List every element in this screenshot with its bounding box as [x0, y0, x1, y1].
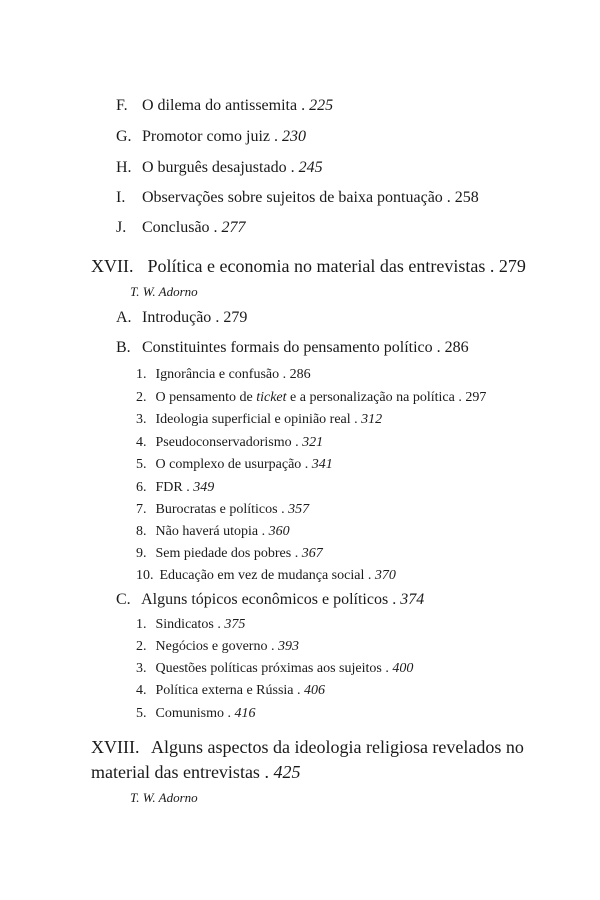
toc-subentry-number: 4.	[136, 683, 147, 698]
toc-subentry-page: 357	[288, 502, 310, 517]
chapter-title: Política e economia no material das entrevistas	[147, 256, 486, 276]
toc-sep: .	[367, 568, 372, 583]
toc-subentry-title: Educação em vez de mudança social	[159, 568, 365, 583]
toc-sep: .	[215, 309, 220, 326]
toc-subentry-page: 360	[268, 524, 290, 539]
toc-marker: F.	[116, 97, 128, 114]
toc-sep: .	[489, 256, 495, 276]
toc-page: 374	[400, 591, 425, 608]
toc-sep: .	[294, 546, 299, 561]
toc-subentry	[136, 568, 396, 584]
toc-entry-i	[116, 189, 479, 207]
toc-subentry-number: 6.	[136, 480, 147, 495]
toc-subentry	[136, 390, 486, 406]
toc-entry-g	[116, 128, 306, 146]
toc-entry-a	[116, 309, 247, 327]
toc-title: Introdução	[142, 309, 212, 326]
toc-marker: H.	[116, 159, 132, 176]
toc-marker: A.	[116, 309, 132, 326]
toc-subentry	[136, 661, 413, 677]
toc-subentry-page: 321	[302, 435, 324, 450]
chapter-page: 425	[273, 762, 301, 782]
toc-subentry-number: 2.	[136, 639, 147, 654]
toc-subentry-page: 375	[224, 617, 246, 632]
toc-subentry-title: O complexo de usurpação	[155, 457, 302, 472]
toc-subentry-page: 286	[289, 367, 311, 382]
toc-marker: C.	[116, 591, 131, 608]
toc-sep: .	[290, 159, 295, 176]
toc-subentry-title: Sindicatos	[155, 617, 214, 632]
toc-subentry-title: Ideologia superficial e opinião real	[155, 412, 351, 427]
chapter-title-line2: material das entrevistas	[91, 762, 260, 782]
toc-title: O burguês desajustado	[142, 159, 287, 176]
toc-subentry-title-post: e a personalização na política	[290, 390, 455, 405]
toc-subentry-page: 312	[361, 412, 383, 427]
toc-title: Observações sobre sujeitos de baixa pontuação	[142, 189, 443, 206]
toc-entry-j	[116, 219, 246, 237]
toc-subentry	[136, 617, 245, 633]
toc-sep: .	[297, 683, 301, 698]
toc-sep: .	[261, 524, 266, 539]
toc-subentry	[136, 457, 333, 473]
toc-sep: .	[392, 591, 397, 608]
toc-subentry-title: Pseudoconservadorismo	[155, 435, 292, 450]
chapter-numeral: XVIII.	[91, 737, 140, 757]
toc-entry-f	[116, 97, 333, 115]
chapter-title-line1: Alguns aspectos da ideologia religiosa revelados no	[151, 737, 524, 757]
toc-sep: .	[304, 457, 309, 472]
toc-subentry	[136, 480, 214, 496]
chapter-xviii-heading-cont	[91, 762, 300, 783]
toc-marker: J.	[116, 219, 127, 236]
toc-entry-c	[116, 591, 424, 609]
toc-subentry-number: 7.	[136, 502, 147, 517]
toc-subentry-title: Negócios e governo	[155, 639, 268, 654]
toc-subentry-number: 1.	[136, 367, 147, 382]
toc-sep: .	[385, 661, 389, 676]
toc-subentry	[136, 546, 323, 562]
toc-subentry-title: Política externa e Rússia	[155, 683, 294, 698]
toc-title: O dilema do antissemita	[142, 97, 298, 114]
toc-subentry-page: 406	[304, 683, 326, 698]
toc-subentry-title: FDR	[155, 480, 183, 495]
toc-title: Constituintes formais do pensamento político	[142, 339, 433, 356]
toc-subentry-title: Comunismo	[155, 706, 224, 721]
toc-subentry	[136, 412, 382, 428]
toc-page: 230	[281, 128, 306, 145]
toc-page: 258	[454, 189, 479, 206]
toc-subentry-page: 367	[301, 546, 323, 561]
toc-sep: .	[446, 189, 451, 206]
chapter-xvii-heading	[91, 256, 526, 277]
toc-subentry	[136, 683, 325, 699]
toc-subentry-title: Sem piedade dos pobres	[155, 546, 292, 561]
chapter-numeral: XVII.	[91, 256, 134, 276]
toc-subentry-title-pre: O pensamento de	[155, 390, 253, 405]
toc-subentry-page: 393	[277, 639, 299, 654]
toc-marker: G.	[116, 128, 132, 145]
toc-subentry-number: 8.	[136, 524, 147, 539]
toc-sep: .	[186, 480, 190, 495]
toc-page: 277	[221, 219, 246, 236]
toc-subentry-number: 5.	[136, 457, 147, 472]
toc-entry-h	[116, 159, 323, 177]
toc-subentry-number: 3.	[136, 412, 147, 427]
toc-title: Promotor como juiz	[142, 128, 270, 145]
chapter-page: 279	[498, 256, 526, 276]
toc-marker: B.	[116, 339, 131, 356]
toc-subentry-page: 400	[392, 661, 414, 676]
toc-sep: .	[301, 97, 306, 114]
toc-page: 245	[298, 159, 323, 176]
toc-sep: .	[264, 762, 269, 782]
toc-subentry-page: 370	[374, 568, 396, 583]
toc-sep: .	[273, 128, 278, 145]
toc-subentry-number: 10.	[136, 568, 154, 583]
toc-subentry-page: 416	[234, 706, 256, 721]
toc-page: 279	[223, 309, 248, 326]
toc-title: Alguns tópicos econômicos e políticos	[141, 591, 389, 608]
toc-subentry-title: Ignorância e confusão	[155, 367, 280, 382]
chapter-author: T. W. Adorno	[130, 790, 198, 805]
toc-subentry-number: 3.	[136, 661, 147, 676]
toc-marker: I.	[116, 189, 126, 206]
toc-sep: .	[270, 639, 275, 654]
toc-subentry-number: 4.	[136, 435, 147, 450]
toc-sep: .	[281, 502, 285, 517]
toc-page: 286	[444, 339, 469, 356]
toc-sep: .	[213, 219, 218, 236]
toc-subentry-number: 1.	[136, 617, 147, 632]
toc-subentry-title: Não haverá utopia	[155, 524, 259, 539]
toc-sep: .	[354, 412, 358, 427]
toc-subentry	[136, 524, 290, 540]
toc-sep: .	[458, 390, 462, 405]
chapter-author: T. W. Adorno	[130, 284, 198, 299]
toc-sep: .	[295, 435, 299, 450]
toc-subentry	[136, 706, 255, 722]
toc-subentry-number: 5.	[136, 706, 147, 721]
toc-sep: .	[282, 367, 287, 382]
toc-subentry-page: 341	[311, 457, 333, 472]
toc-subentry-number: 2.	[136, 390, 147, 405]
toc-sep: .	[436, 339, 441, 356]
toc-subentry-page: 349	[193, 480, 215, 495]
toc-page: 225	[309, 97, 334, 114]
toc-sep: .	[227, 706, 231, 721]
toc-subentry-title-emphasis: ticket	[256, 390, 287, 405]
chapter-xviii-heading	[91, 737, 524, 758]
toc-entry-b	[116, 339, 469, 357]
toc-subentry	[136, 639, 299, 655]
toc-subentry-page: 297	[465, 390, 487, 405]
toc-subentry	[136, 435, 323, 451]
toc-subentry	[136, 367, 311, 383]
toc-sep: .	[217, 617, 221, 632]
toc-subentry-title: Burocratas e políticos	[155, 502, 278, 517]
toc-subentry-title: Questões políticas próximas aos sujeitos	[155, 661, 382, 676]
toc-title: Conclusão	[142, 219, 210, 236]
toc-subentry-number: 9.	[136, 546, 147, 561]
toc-subentry	[136, 502, 309, 518]
